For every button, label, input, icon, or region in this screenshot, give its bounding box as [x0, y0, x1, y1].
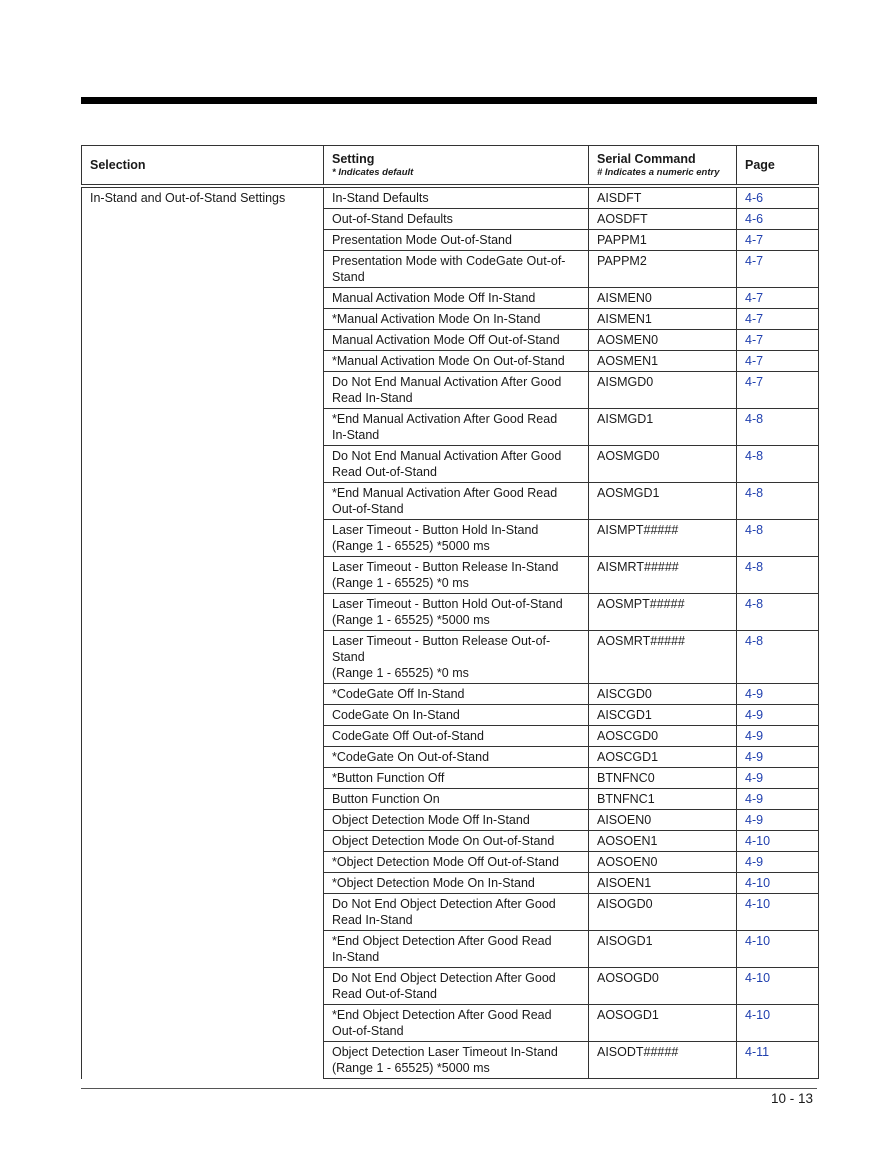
- setting-cell: *Manual Activation Mode On Out-of-Stand: [324, 351, 589, 372]
- setting-cell: *End Object Detection After Good Read Out-of-Stand: [324, 1005, 589, 1042]
- selection-cell: [82, 789, 324, 810]
- page-link[interactable]: 4-9: [737, 684, 819, 705]
- setting-cell: Do Not End Manual Activation After Good Read In-Stand: [324, 372, 589, 409]
- page-link[interactable]: 4-8: [737, 557, 819, 594]
- setting-cell: *Object Detection Mode Off Out-of-Stand: [324, 852, 589, 873]
- selection-cell: [82, 810, 324, 831]
- header-setting: Setting * Indicates default: [324, 146, 589, 185]
- selection-cell: [82, 557, 324, 594]
- serial-command-cell: AOSMGD0: [589, 446, 737, 483]
- serial-command-cell: AISMEN0: [589, 288, 737, 309]
- serial-command-cell: AOSMRT#####: [589, 631, 737, 684]
- setting-cell: Manual Activation Mode Off In-Stand: [324, 288, 589, 309]
- table-row: [82, 372, 819, 409]
- serial-command-cell: AOSDFT: [589, 209, 737, 230]
- page-link[interactable]: 4-9: [737, 789, 819, 810]
- page-link[interactable]: 4-8: [737, 594, 819, 631]
- selection-cell: [82, 968, 324, 1005]
- selection-cell: [82, 351, 324, 372]
- setting-cell: Presentation Mode with CodeGate Out-of- Stand: [324, 251, 589, 288]
- table-row: [82, 726, 819, 747]
- serial-command-cell: BTNFNC0: [589, 768, 737, 789]
- setting-cell: *Object Detection Mode On In-Stand: [324, 873, 589, 894]
- setting-cell: Manual Activation Mode Off Out-of-Stand: [324, 330, 589, 351]
- header-selection: Selection: [82, 146, 324, 185]
- serial-command-cell: AISOGD0: [589, 894, 737, 931]
- setting-cell: Laser Timeout - Button Release In-Stand (Range 1 - 65525) *0 ms: [324, 557, 589, 594]
- selection-cell: [82, 446, 324, 483]
- selection-cell: [82, 1042, 324, 1079]
- page-link[interactable]: 4-10: [737, 931, 819, 968]
- selection-cell: In-Stand and Out-of-Stand Settings: [82, 188, 324, 209]
- selection-cell: [82, 873, 324, 894]
- setting-cell: *Button Function Off: [324, 768, 589, 789]
- setting-cell: *CodeGate Off In-Stand: [324, 684, 589, 705]
- page-link[interactable]: 4-10: [737, 831, 819, 852]
- page-link[interactable]: 4-8: [737, 631, 819, 684]
- table-row: [82, 409, 819, 446]
- page-link[interactable]: 4-9: [737, 726, 819, 747]
- selection-cell: [82, 230, 324, 251]
- serial-numeric-note: # Indicates a numeric entry: [597, 167, 720, 178]
- serial-command-cell: AOSCGD0: [589, 726, 737, 747]
- table-row: [82, 520, 819, 557]
- serial-command-cell: AISOEN1: [589, 873, 737, 894]
- selection-cell: [82, 309, 324, 330]
- selection-cell: [82, 209, 324, 230]
- serial-command-cell: AOSOEN1: [589, 831, 737, 852]
- serial-command-cell: AISCGD1: [589, 705, 737, 726]
- table-row: [82, 557, 819, 594]
- serial-command-cell: AOSMEN0: [589, 330, 737, 351]
- footer-rule: [81, 1088, 817, 1089]
- page-link[interactable]: 4-7: [737, 230, 819, 251]
- table-row: [82, 631, 819, 684]
- serial-command-cell: AOSMPT#####: [589, 594, 737, 631]
- table-row: [82, 873, 819, 894]
- table-header-row: [82, 146, 819, 185]
- setting-cell: Button Function On: [324, 789, 589, 810]
- page-link[interactable]: 4-10: [737, 968, 819, 1005]
- table-row: [82, 483, 819, 520]
- setting-cell: *End Manual Activation After Good Read In-Stand: [324, 409, 589, 446]
- selection-cell: [82, 409, 324, 446]
- page-link[interactable]: 4-9: [737, 768, 819, 789]
- setting-cell: CodeGate Off Out-of-Stand: [324, 726, 589, 747]
- setting-cell: Object Detection Mode Off In-Stand: [324, 810, 589, 831]
- table-row: [82, 747, 819, 768]
- selection-cell: [82, 852, 324, 873]
- page-link[interactable]: 4-7: [737, 251, 819, 288]
- table-body: [82, 188, 819, 1079]
- page-link[interactable]: 4-7: [737, 330, 819, 351]
- page-link[interactable]: 4-8: [737, 483, 819, 520]
- header-serial-command: Serial Command # Indicates a numeric entry: [589, 146, 737, 185]
- selection-cell: [82, 1005, 324, 1042]
- serial-command-cell: AISOGD1: [589, 931, 737, 968]
- setting-cell: Object Detection Laser Timeout In-Stand (Range 1 - 65525) *5000 ms: [324, 1042, 589, 1079]
- table-row: [82, 789, 819, 810]
- page-link[interactable]: 4-6: [737, 188, 819, 209]
- page-link[interactable]: 4-8: [737, 409, 819, 446]
- serial-command-cell: PAPPM2: [589, 251, 737, 288]
- setting-cell: Do Not End Object Detection After Good Read In-Stand: [324, 894, 589, 931]
- setting-default-note: * Indicates default: [332, 167, 414, 178]
- page-link[interactable]: 4-7: [737, 351, 819, 372]
- table-row: [82, 968, 819, 1005]
- table-row: [82, 768, 819, 789]
- selection-cell: [82, 330, 324, 351]
- selection-cell: [82, 520, 324, 557]
- table-row: [82, 852, 819, 873]
- page-link[interactable]: 4-7: [737, 288, 819, 309]
- serial-command-cell: AISMRT#####: [589, 557, 737, 594]
- table-row: [82, 594, 819, 631]
- page-link[interactable]: 4-10: [737, 894, 819, 931]
- selection-cell: [82, 768, 324, 789]
- serial-command-cell: AISMGD0: [589, 372, 737, 409]
- selection-cell: [82, 726, 324, 747]
- table-row: [82, 1005, 819, 1042]
- serial-command-cell: AISMEN1: [589, 309, 737, 330]
- header-page: Page: [737, 146, 819, 185]
- table-row: [82, 931, 819, 968]
- page-link[interactable]: 4-8: [737, 520, 819, 557]
- table-row: [82, 684, 819, 705]
- table-row: [82, 309, 819, 330]
- setting-cell: In-Stand Defaults: [324, 188, 589, 209]
- selection-cell: [82, 705, 324, 726]
- serial-command-cell: AOSOEN0: [589, 852, 737, 873]
- setting-cell: Object Detection Mode On Out-of-Stand: [324, 831, 589, 852]
- table-row: [82, 209, 819, 230]
- table-row: [82, 894, 819, 931]
- table-row: [82, 810, 819, 831]
- selection-cell: [82, 594, 324, 631]
- serial-command-cell: AOSMEN1: [589, 351, 737, 372]
- setting-cell: Out-of-Stand Defaults: [324, 209, 589, 230]
- table-row: [82, 188, 819, 209]
- setting-cell: CodeGate On In-Stand: [324, 705, 589, 726]
- selection-cell: [82, 684, 324, 705]
- page-number: 10 - 13: [770, 1091, 813, 1106]
- selection-cell: [82, 483, 324, 520]
- serial-command-cell: AISCGD0: [589, 684, 737, 705]
- setting-cell: Laser Timeout - Button Release Out-of- Stand (Range 1 - 65525) *0 ms: [324, 631, 589, 684]
- selection-cell: [82, 288, 324, 309]
- selection-cell: [82, 631, 324, 684]
- selection-cell: [82, 747, 324, 768]
- setting-cell: Do Not End Object Detection After Good Read Out-of-Stand: [324, 968, 589, 1005]
- selection-cell: [82, 931, 324, 968]
- page-link[interactable]: 4-9: [737, 747, 819, 768]
- setting-cell: *End Manual Activation After Good Read Out-of-Stand: [324, 483, 589, 520]
- table-row: [82, 288, 819, 309]
- serial-command-cell: AISOEN0: [589, 810, 737, 831]
- page-link[interactable]: 4-9: [737, 810, 819, 831]
- serial-command-cell: AISODT#####: [589, 1042, 737, 1079]
- table-row: [82, 251, 819, 288]
- setting-cell: Do Not End Manual Activation After Good Read Out-of-Stand: [324, 446, 589, 483]
- table-row: [82, 446, 819, 483]
- page-link[interactable]: 4-7: [737, 372, 819, 409]
- serial-command-cell: AOSOGD0: [589, 968, 737, 1005]
- page-link[interactable]: 4-10: [737, 873, 819, 894]
- table-row: [82, 831, 819, 852]
- serial-command-cell: AISDFT: [589, 188, 737, 209]
- selection-cell: [82, 831, 324, 852]
- setting-cell: Presentation Mode Out-of-Stand: [324, 230, 589, 251]
- page-link[interactable]: 4-8: [737, 446, 819, 483]
- header-rule: [81, 97, 817, 104]
- table-row: [82, 705, 819, 726]
- page-link[interactable]: 4-10: [737, 1005, 819, 1042]
- serial-command-cell: AISMPT#####: [589, 520, 737, 557]
- table-row: [82, 230, 819, 251]
- serial-command-cell: AOSCGD1: [589, 747, 737, 768]
- setting-cell: *CodeGate On Out-of-Stand: [324, 747, 589, 768]
- selection-cell: [82, 251, 324, 288]
- serial-command-cell: AOSMGD1: [589, 483, 737, 520]
- setting-cell: *Manual Activation Mode On In-Stand: [324, 309, 589, 330]
- page-link[interactable]: 4-9: [737, 705, 819, 726]
- setting-cell: Laser Timeout - Button Hold Out-of-Stand (Range 1 - 65525) *5000 ms: [324, 594, 589, 631]
- serial-command-cell: BTNFNC1: [589, 789, 737, 810]
- serial-command-cell: PAPPM1: [589, 230, 737, 251]
- table-row: [82, 330, 819, 351]
- page-link[interactable]: 4-9: [737, 852, 819, 873]
- page-link[interactable]: 4-11: [737, 1042, 819, 1079]
- page-link[interactable]: 4-7: [737, 309, 819, 330]
- setting-cell: *End Object Detection After Good Read In-Stand: [324, 931, 589, 968]
- selection-cell: [82, 372, 324, 409]
- table-row: [82, 351, 819, 372]
- selection-cell: [82, 894, 324, 931]
- table-row: [82, 1042, 819, 1079]
- serial-command-table: [81, 145, 819, 1079]
- serial-command-cell: AOSOGD1: [589, 1005, 737, 1042]
- page-link[interactable]: 4-6: [737, 209, 819, 230]
- serial-command-cell: AISMGD1: [589, 409, 737, 446]
- setting-cell: Laser Timeout - Button Hold In-Stand (Range 1 - 65525) *5000 ms: [324, 520, 589, 557]
